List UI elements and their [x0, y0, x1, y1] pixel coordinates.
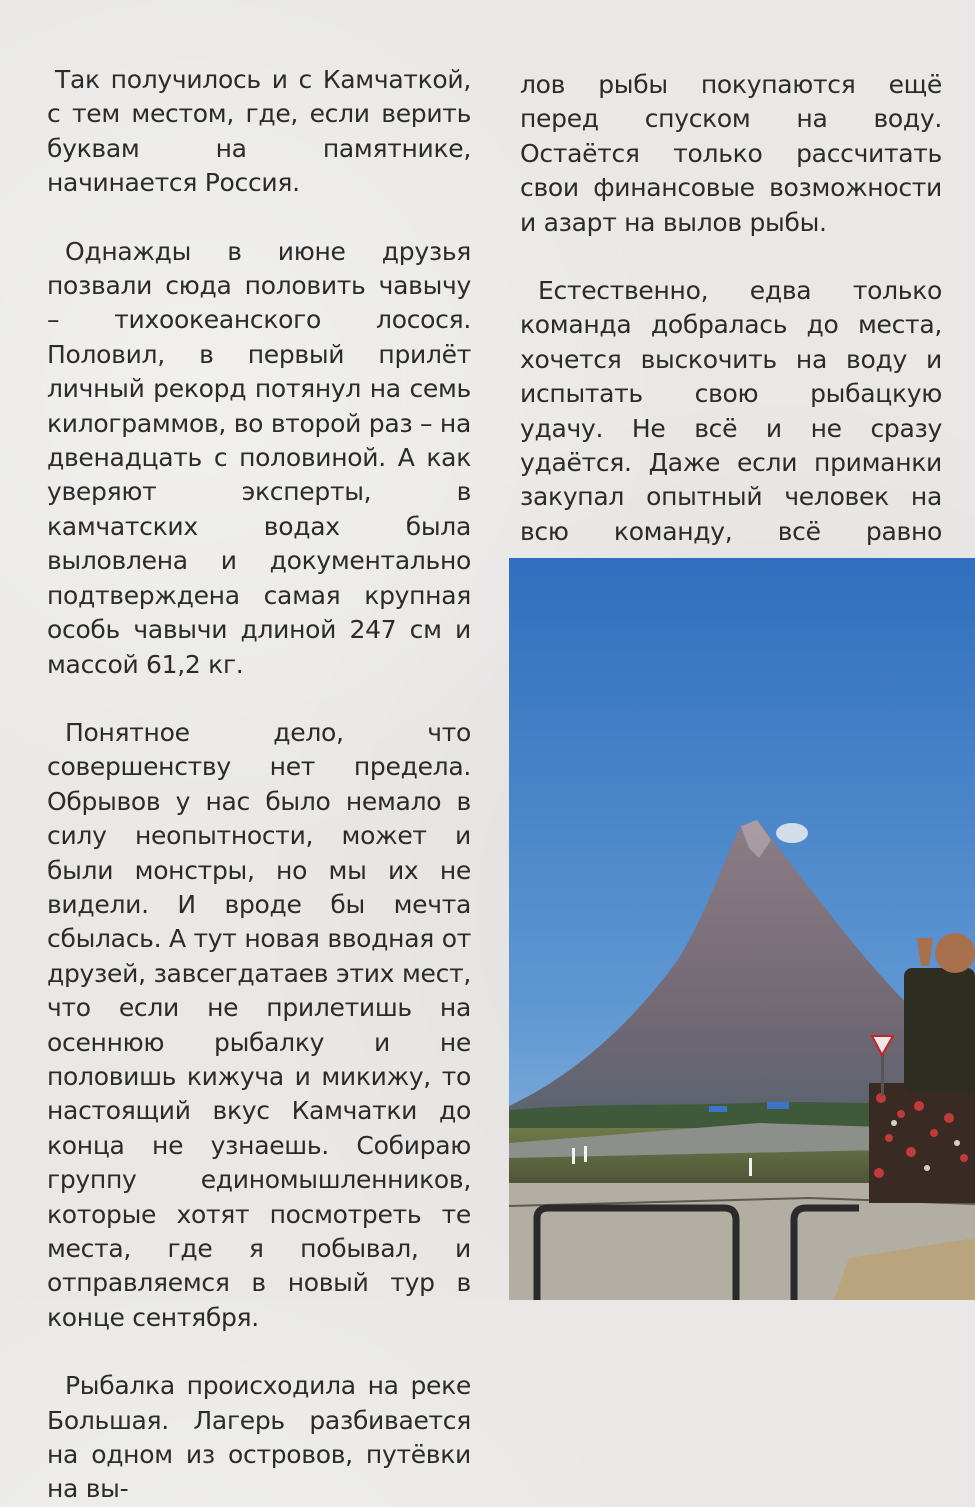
volcano-photo	[509, 558, 975, 1300]
left-text-column	[47, 63, 471, 1507]
paragraph-team-arrival: Естественно, едва только команда добралась до места, хочется выскочить на воду и испытать свою рыбацкую удачу. Не всё и не сразу удаётся. Даже если приманки закупал опытный человек на всю команду, всё равно	[520, 276, 942, 546]
paragraph-gap	[47, 201, 471, 235]
paragraph-gap	[47, 1335, 471, 1369]
paragraph-bolshaya-river: Рыбалка происходила на реке Большая. Лагерь разбивается на одном из островов, путёвки на вы-	[47, 1371, 471, 1504]
paragraph-gap	[520, 240, 942, 274]
paragraph-gap	[47, 682, 471, 716]
padlock-fence	[869, 1083, 975, 1203]
paragraph-chinook-record: Однажды в июне друзья позвали сюда половить чавычу – тихоокеанского лосося. Половил, в первый прилёт личный рекорд потянул на семь килограммов, во второй раз – на двенадцать с половиной. А как уверяют эксперты, в камчатских водах была выловлена и документально подтверждена самая крупная особь чавычи длиной 247 см и массой 61,2 кг.	[47, 236, 471, 679]
paragraph-licenses: лов рыбы покупаются ещё перед спуском на воду. Остаётся только рассчитать свои финансовые возможности и азарт на вылов рыбы.	[520, 70, 942, 237]
paragraph-kamchatka-intro: Так получилось и с Камчаткой, с тем местом, где, если верить буквам на памятнике, начинается Россия.	[47, 65, 471, 198]
right-text-column	[520, 68, 942, 618]
volcano-steam	[776, 823, 808, 843]
paragraph-autumn-trip: Понятное дело, что совершенству нет предела. Обрывов у нас было немало в силу неопытности, может и были монстры, но мы их не видели. И вроде бы мечта сбылась. А тут новая вводная от друзей, завсегдатаев этих мест, что если не прилетишь на осеннюю рыбалку и не половишь кижуча и микижу, то настоящий вкус Камчатки до конца не узнаешь. Собираю группу единомышленников, которые хотят посмотреть те места, где я побывал, и отправляемся в новый тур в конце сентября.	[47, 717, 471, 1332]
